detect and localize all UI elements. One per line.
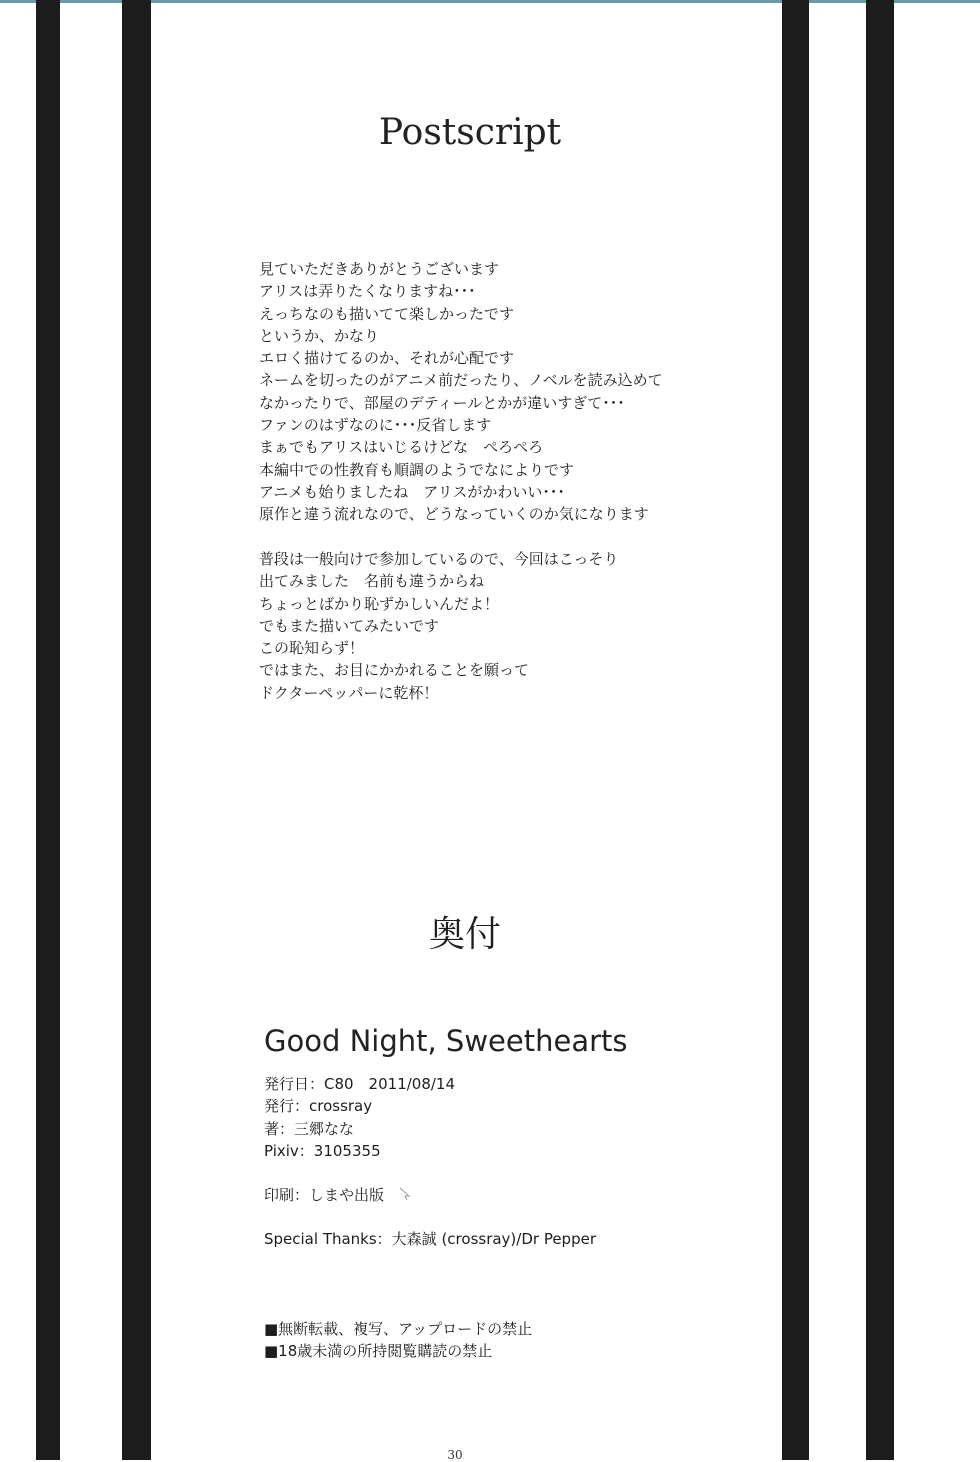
printer: 印刷：しまや出版 xyxy=(264,1186,385,1204)
postscript-line: 普段は一般向けで参加しているので、今回はこっそり xyxy=(259,550,619,568)
book-title: Good Night, Sweethearts xyxy=(264,1024,628,1058)
border-stripe-left-outer xyxy=(36,0,60,1460)
cursor-icon xyxy=(398,1186,412,1202)
pixiv-id: Pixiv：3105355 xyxy=(264,1141,381,1160)
postscript-line: でもまた描いてみたいです xyxy=(259,616,440,635)
postscript-line: ドクターペッパーに乾杯！ xyxy=(259,683,439,702)
postscript-line: まぁでもアリスはいじるけどな ぺろぺろ xyxy=(259,438,544,457)
special-thanks xyxy=(264,1228,724,1250)
border-stripe-right-inner xyxy=(782,0,809,1460)
postscript-title: Postscript xyxy=(378,112,562,153)
special-thanks-text: Special Thanks：大森誠 (crossray)/Dr Pepper xyxy=(264,1230,596,1248)
postscript-line: エロく描けてるのか、それが心配です xyxy=(259,349,515,368)
postscript-line: というか、かなり xyxy=(259,326,380,345)
postscript-line: ファンのはずなのに･･･反省します xyxy=(259,416,492,435)
postscript-line: えっちなのも描いてて楽しかったです xyxy=(259,304,515,323)
postscript-line: なかったりで、部屋のデティールとかが違いすぎて･･･ xyxy=(259,393,625,412)
publication-details xyxy=(264,1073,684,1162)
release-date: 発行日：C80 2011/08/14 xyxy=(264,1075,456,1093)
postscript-paragraph-2 xyxy=(259,548,759,704)
postscript-paragraph-1 xyxy=(259,258,759,526)
postscript-line: アリスは弄りたくなりますね･･･ xyxy=(259,282,476,301)
page-number: 30 xyxy=(447,1448,463,1462)
publisher: 発行：crossray xyxy=(264,1097,373,1116)
printer-info xyxy=(264,1184,684,1206)
notices xyxy=(264,1318,684,1363)
border-stripe-right-outer xyxy=(866,0,894,1460)
postscript-line: ちょっとばかり恥ずかしいんだよ！ xyxy=(259,594,500,613)
postscript-line: ではまた、お目にかかれることを願って xyxy=(259,661,530,680)
postscript-line: 原作と違う流れなので、どうなっていくのか気になります xyxy=(259,505,649,524)
postscript-line: 見ていただきありがとうございます xyxy=(259,260,500,278)
border-stripe-left-inner xyxy=(122,0,151,1460)
postscript-line: 本編中での性教育も順調のようでなによりです xyxy=(259,460,575,479)
postscript-line: ネームを切ったのがアニメ前だったり、ノベルを読み込めて xyxy=(259,371,663,390)
notice-age-restriction: ■18歳未満の所持閲覧購読の禁止 xyxy=(264,1342,493,1361)
postscript-line: この恥知らず！ xyxy=(259,639,365,658)
author: 著：三郷なな xyxy=(264,1119,355,1138)
colophon-heading: 奥付 xyxy=(428,914,501,955)
notice-no-reproduction: ■無断転載、複写、アップロードの禁止 xyxy=(264,1320,533,1338)
postscript-line: 出てみました 名前も違うからね xyxy=(259,572,485,591)
postscript-line: アニメも始りましたね アリスがかわいい･･･ xyxy=(259,482,565,501)
